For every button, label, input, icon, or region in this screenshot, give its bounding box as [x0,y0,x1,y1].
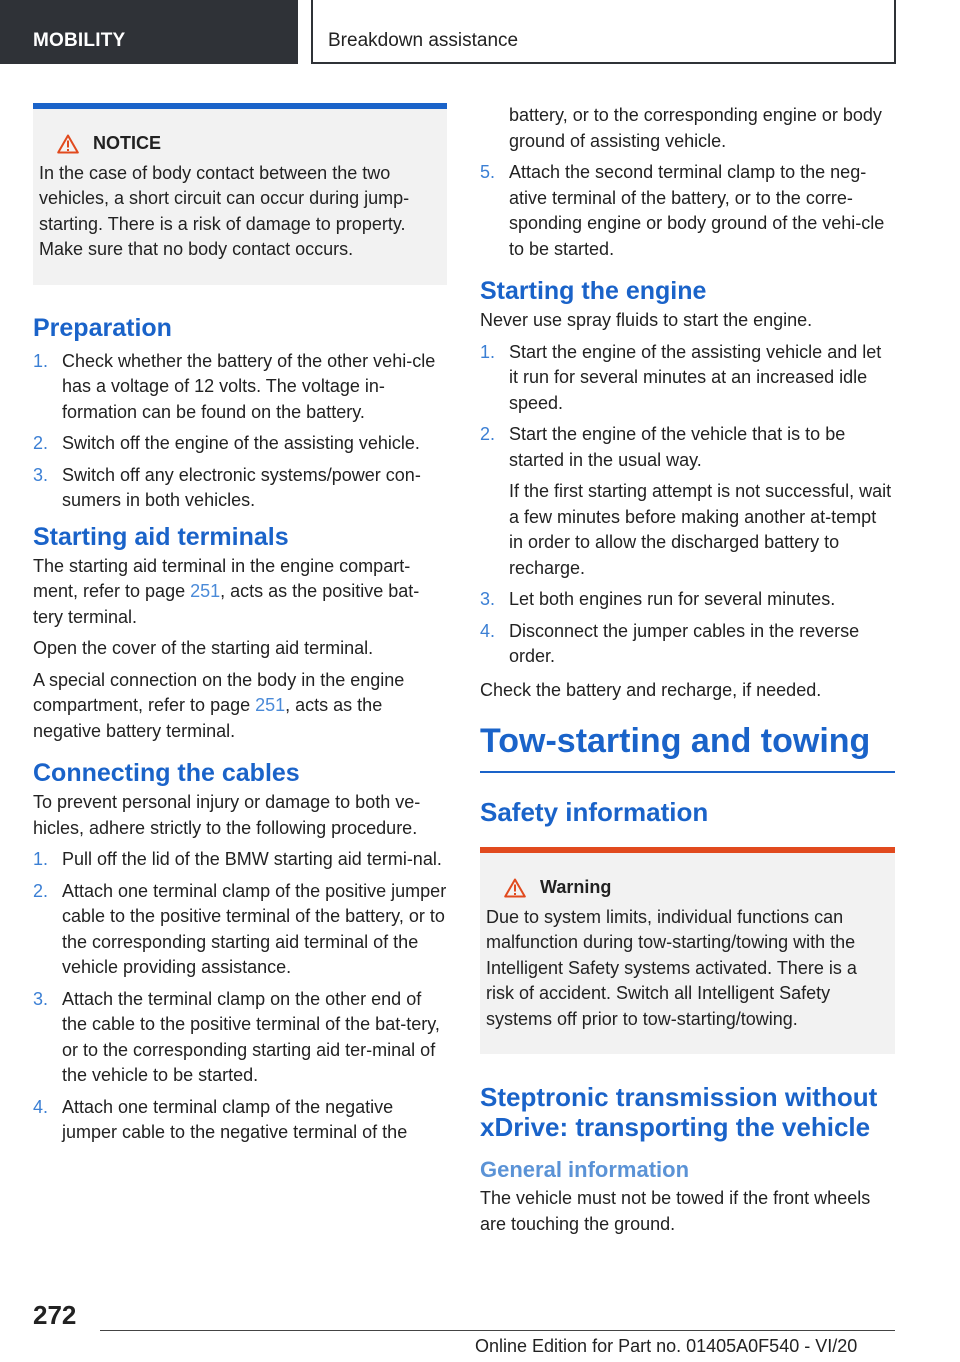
list-item: 1. Start the engine of the assisting vehicle and let it run for several minutes at an increased idle speed. [480,341,882,413]
terminals-heading: Starting aid terminals [33,522,289,551]
warning-triangle-icon [57,134,79,154]
cables-steps [33,847,447,1146]
notice-title: NOTICE [93,133,162,153]
cables-intro: To prevent personal injury or damage to both ve‐hicles, adhere strictly to the following procedure. [33,792,421,838]
right-column [480,103,895,1243]
section-label: MOBILITY [33,30,126,51]
page-link-251[interactable]: 251 [255,695,286,715]
cables-steps-continued [480,160,895,262]
preparation-heading: Preparation [33,313,172,342]
page-header [0,0,960,64]
list-item: 2. Start the engine of the vehicle that is to be started in the usual way. If the first starting attempt is not successful, wait a few minutes before making another at‐tempt in order to allow the discharged battery to recharge. [480,422,895,581]
warning-title: Warning [540,877,612,897]
notice-title-row [39,131,441,157]
left-column [33,103,447,1154]
steptronic-heading: Steptronic transmission without xDrive: transporting the vehicle [480,1082,878,1142]
section-tab [0,0,298,64]
notice-box [33,103,447,285]
engine-outro: Check the battery and recharge, if needed. [480,679,822,700]
page-link-251[interactable]: 251 [190,581,221,601]
preparation-steps [33,349,447,514]
list-item: 2. Attach one terminal clamp of the positive jumper cable to the positive terminal of the battery, or to the corresponding starting aid terminal of the vehicle providing assistance. [33,880,447,977]
terminals-paragraph-2: Open the cover of the starting aid terminal. [33,638,374,658]
warning-text: Due to system limits, individual functions can malfunction during tow-starting/towing with the Intelligent Safety systems activated. There is a risk of accident. Switch all Intelligent Safety systems off prior to tow-starting/towing. [486,906,857,1029]
footer-divider [100,1330,895,1331]
page-number: 272 [33,1300,77,1330]
edition-note: Online Edition for Part no. 01405A0F540 - VI/20 [475,1336,858,1356]
cables-heading: Connecting the cables [33,759,300,787]
engine-intro: Never use spray fluids to start the engine. [480,310,813,330]
list-item: 1. Pull off the lid of the BMW starting aid termi‐nal. [33,849,442,869]
list-item: 3. Switch off any electronic systems/power con‐sumers in both vehicles. [33,464,421,510]
terminals-paragraph-3: A special connection on the body in the engine compartment, refer to page 251, acts as the negative battery terminal. [33,669,405,741]
chapter-label: Breakdown assistance [328,30,519,51]
list-item: 3. Let both engines run for several minutes. [480,589,836,609]
engine-heading: Starting the engine [480,277,707,305]
engine-steps [480,340,895,670]
terminals-paragraph-1: The starting aid terminal in the engine compart‐ment, refer to page 251, acts as the positive bat‐tery terminal. [33,555,420,627]
list-item: 5. Attach the second terminal clamp to the neg‐ative terminal of the battery, or to the corre‐sponding engine or body ground of the vehi‐cle to be started. [480,162,885,259]
general-info-heading: General information [480,1157,690,1182]
warning-triangle-icon [504,878,526,898]
list-item: 4. Disconnect the jumper cables in the reverse order. [480,620,860,666]
list-item: 3. Attach the terminal clamp on the other end of the cable to the positive terminal of the bat‐tery, or to the corresponding starting aid ter‐minal of the vehicle to be started. [33,988,440,1085]
step-note: If the first starting attempt is not successful, wait a few minutes before making another at‐tempt in order to allow the discharged battery to recharge. [509,481,892,578]
list-item: 2. Switch off the engine of the assisting vehicle. [33,433,420,453]
general-info-text: The vehicle must not be towed if the front wheels are touching the ground. [480,1188,871,1234]
chapter-tab [311,0,896,64]
cables-step4-continued: battery, or to the corresponding engine or body ground of assisting vehicle. [509,105,882,151]
list-item: 4. Attach one terminal clamp of the negative jumper cable to the negative terminal of the [33,1096,408,1142]
list-item: 1. Check whether the battery of the other vehi‐cle has a voltage of 12 volts. The voltage in‐formation can be found on the battery. [33,350,436,422]
towing-heading: Tow-starting and towing [480,721,895,773]
warning-title-row [486,875,889,901]
safety-heading: Safety information [480,797,709,827]
notice-text: In the case of body contact between the two vehicles, a short circuit can occur during jump-starting. There is a risk of damage to property. Make sure that no body contact occurs. [39,162,410,259]
warning-box [480,847,895,1054]
